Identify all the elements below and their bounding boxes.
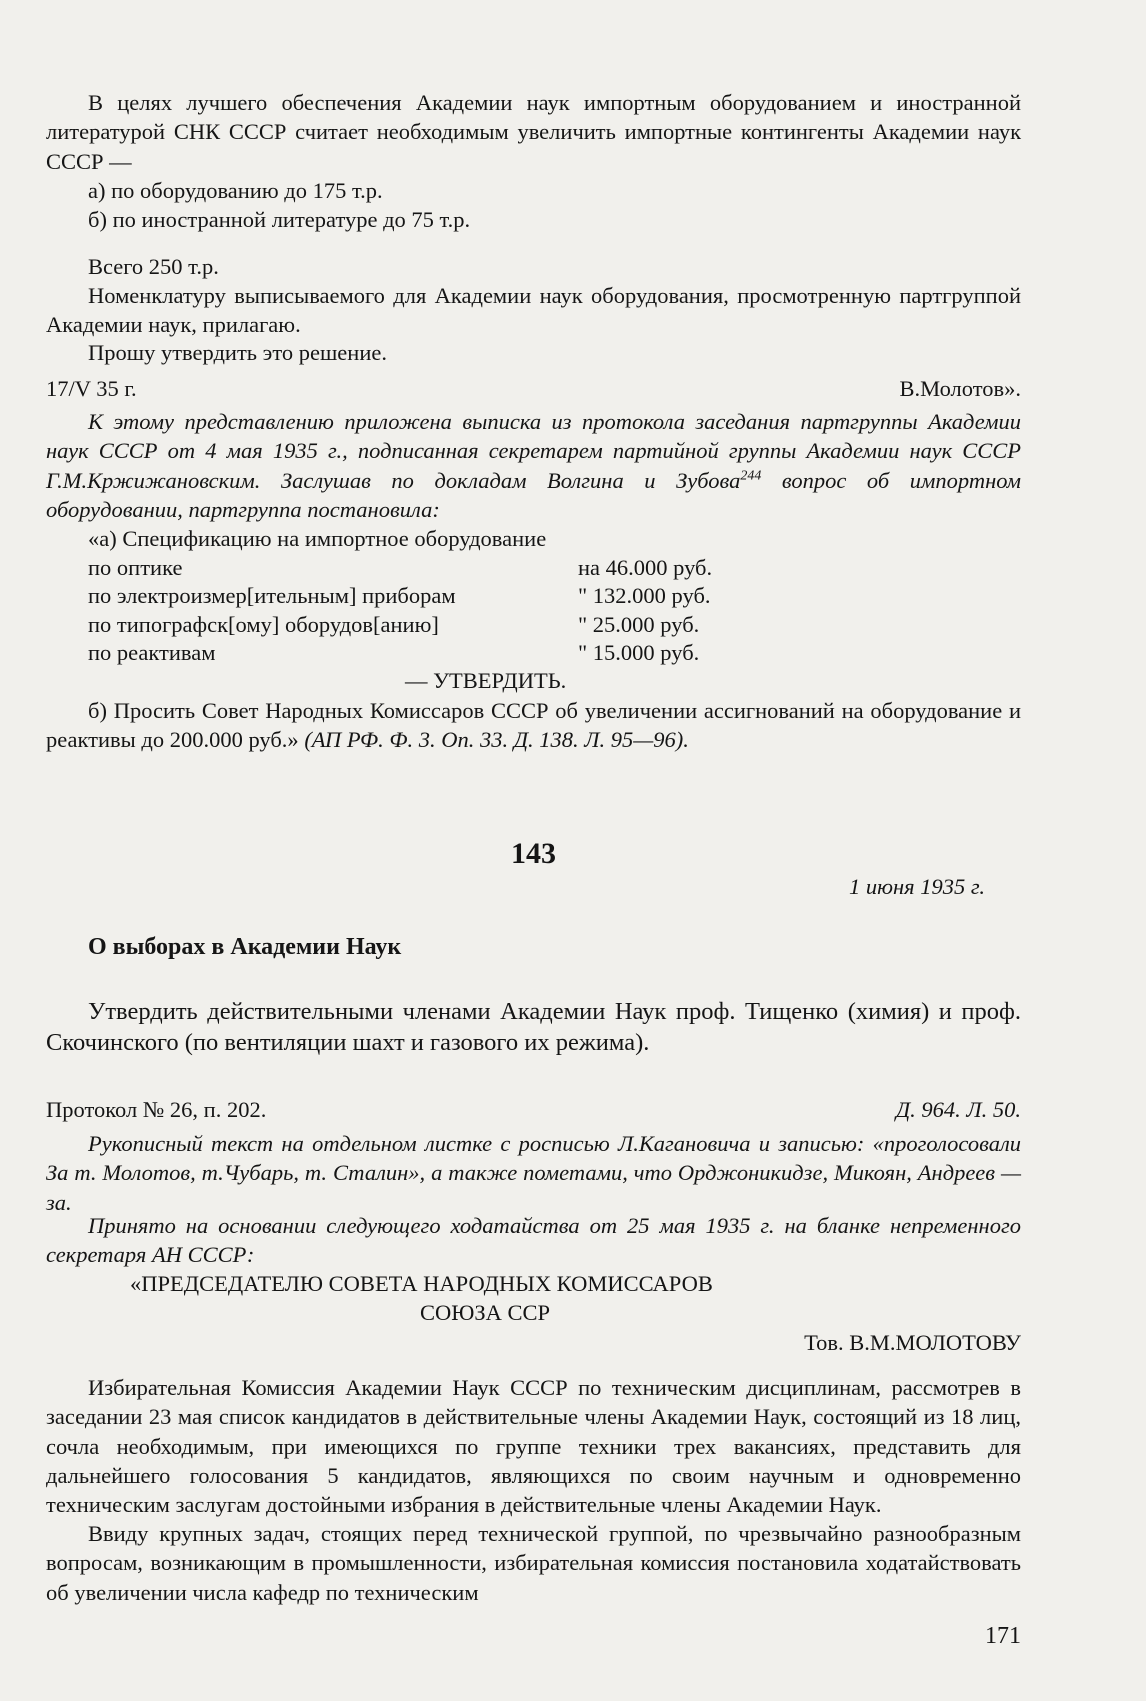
intro-item-a: а) по оборудованию до 175 т.р. (88, 178, 383, 203)
spec-approve: — УТВЕРДИТЬ. (405, 668, 567, 693)
intro-paragraph-nomenclature: Номенклатуру выписываемого для Академии наук оборудования, просмотренную партгруппой Академии наук, прилагаю. (46, 283, 1021, 338)
spec-heading: «а) Спецификацию на импортное оборудование (88, 526, 547, 551)
spec-item (88, 554, 788, 583)
addressee-line-2: СОЮЗА ССР (420, 1300, 551, 1325)
archive-ref: Д. 964. Л. 50. (895, 1097, 1021, 1122)
protocol-row (46, 1095, 1021, 1124)
page-number: 171 (985, 1623, 1021, 1649)
spec-item-value: " 132.000 руб. (578, 583, 711, 608)
footnote-ref: 244 (740, 468, 762, 484)
spec-request-b-text: б) Просить Совет Народных Комиссаров СССР об увеличении ассигнований на оборудование и реактивы до 200.000 руб.» (46, 698, 1021, 753)
document-date: 1 июня 1935 г. (849, 874, 985, 899)
intro-date: 17/V 35 г. (46, 376, 137, 401)
decision-paragraph: Утвердить действительными членами Академии Наук проф. Тищенко (химия) и проф. Скочинского (по вентиляции шахт и газового их режима). (46, 998, 1021, 1056)
editorial-note-handwritten: Рукописный текст на отдельном листке с росписью Л.Кагановича и записью: «проголосовали За т. Молотов, т.Чубарь, т. Сталин», а также пометами, что Орджоникидзе, Микоян, Андреев — за. (46, 1131, 1021, 1215)
spec-item (88, 611, 788, 640)
spec-heading-line (88, 525, 788, 554)
spec-request-b (46, 696, 1021, 755)
spec-item-label: по электроизмер[ительным] приборам (88, 583, 456, 608)
spec-item-label: по реактивам (88, 640, 216, 665)
spec-item-value: " 15.000 руб. (578, 640, 700, 665)
spec-item-value: " 25.000 руб. (578, 611, 700, 637)
spec-item-value: на 46.000 руб. (578, 554, 713, 580)
editorial-note-petition: Принято на основании следующего ходатайства от 25 мая 1935 г. на бланке непременного секретаря АН СССР: (46, 1213, 1021, 1268)
editorial-note-partgroup (46, 407, 1021, 524)
spec-item-label: по типографск[ому] оборудов[анию] (88, 611, 439, 637)
intro-date-signature-row (46, 374, 1021, 403)
document-title: О выборах в Академии Наук (88, 934, 402, 960)
intro-item-b: б) по иностранной литературе до 75 т.р. (88, 207, 471, 232)
spec-request-b-archive: (АП РФ. Ф. 3. Оп. 33. Д. 138. Л. 95—96). (298, 727, 689, 753)
document-number: 143 (511, 837, 556, 870)
specification-list (88, 525, 788, 668)
intro-signature: В.Молотов». (899, 376, 1021, 401)
protocol-ref: Протокол № 26, п. 202. (46, 1097, 267, 1122)
intro-total: Всего 250 т.р. (88, 254, 219, 279)
note-text-before: К этому представлению приложена выписка из протокола заседания партгруппы Академии наук СССР от 4 мая 1935 г., подписанная секретарем партийной группы Академии наук СССР Г.М.Кржижановским. Заслушав по докладам Волгина и Зубова (46, 409, 1021, 493)
spec-item-label: по оптике (88, 554, 183, 580)
spec-item (88, 582, 788, 611)
intro-paragraph: В целях лучшего обеспечения Академии наук импортным оборудованием и иностранной литературой СНК СССР считает необходимым увеличить импортные контингенты Академии наук СССР — (46, 90, 1021, 174)
addressee-line-3: Тов. В.М.МОЛОТОВУ (804, 1330, 1021, 1355)
note-text-after: вопрос об импортном оборудовании, партгруппа постановила: (46, 467, 1021, 522)
commission-paragraph: Избирательная Комиссия Академии Наук СССР по техническим дисциплинам, рассмотрев в заседании 23 мая список кандидатов в действительные члены Академии Наук, состоящий из 18 лиц, сочла необходимым, при имеющихся по группе техники трех вакансиях, представить для дальнейшего голосования 5 кандидатов, являющихся по своим научным и одновременно техническим заслугам достойными избрания в действительные члены Академии Наук. (46, 1375, 1021, 1518)
commission-paragraph-2: Ввиду крупных задач, стоящих перед технической группой, по чрезвычайно разнообразным вопросам, возникающим в промышленности, избирательная комиссия постановила ходатайствовать об увеличении числа кафедр по техническим (46, 1521, 1021, 1605)
addressee-line-1: «ПРЕДСЕДАТЕЛЮ СОВЕТА НАРОДНЫХ КОМИССАРОВ (130, 1271, 713, 1296)
spec-item (88, 639, 788, 668)
intro-request: Прошу утвердить это решение. (88, 340, 387, 365)
